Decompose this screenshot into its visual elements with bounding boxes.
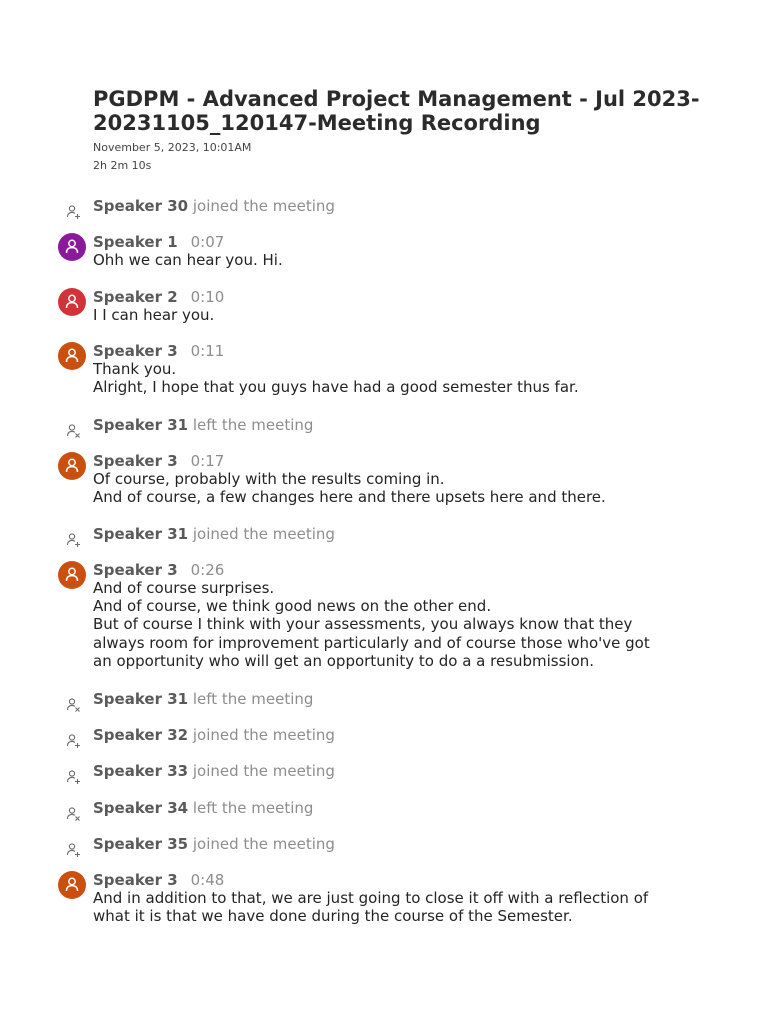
message-line: And of course, we think good news on the other end. bbox=[93, 597, 492, 616]
message-line: Ohh we can hear you. Hi. bbox=[93, 251, 283, 269]
speaker-avatar bbox=[58, 452, 86, 480]
event-text: left the meeting bbox=[192, 690, 314, 708]
event-text: left the meeting bbox=[192, 799, 314, 817]
event-text: joined the meeting bbox=[192, 762, 335, 780]
message-line: what it is that we have done during the course of the Semester. bbox=[93, 907, 573, 926]
person-glyph bbox=[65, 877, 79, 892]
message-line: Of course, probably with the results coming in. bbox=[93, 470, 445, 488]
message-body bbox=[93, 470, 693, 506]
speaker-name: Speaker 30 bbox=[93, 197, 189, 215]
event-text: joined the meeting bbox=[192, 197, 335, 215]
message-body bbox=[93, 360, 693, 396]
speaker-name: Speaker 3 bbox=[93, 561, 178, 579]
person-glyph bbox=[65, 239, 79, 254]
speaker-avatar bbox=[58, 288, 86, 316]
page-title: PGDPM - Advanced Project Management - Jul 2023-20231105_120147-Meeting Recording bbox=[93, 87, 700, 135]
speaker-name: Speaker 31 bbox=[93, 416, 189, 434]
system-event-text bbox=[93, 799, 313, 817]
message-body bbox=[93, 889, 693, 925]
message-header bbox=[93, 342, 224, 360]
speaker-avatar bbox=[58, 342, 86, 370]
event-text: joined the meeting bbox=[192, 726, 335, 744]
person-glyph bbox=[65, 567, 79, 582]
message-timestamp: 0:11 bbox=[190, 342, 225, 360]
speaker-avatar bbox=[58, 871, 86, 899]
person-join-icon bbox=[66, 842, 82, 858]
speaker-name: Speaker 3 bbox=[93, 342, 178, 360]
speaker-name: Speaker 1 bbox=[93, 233, 178, 251]
system-event-text bbox=[93, 835, 335, 853]
message-timestamp: 0:17 bbox=[190, 452, 225, 470]
message-body bbox=[93, 579, 693, 670]
meeting-duration: 2h 2m 10s bbox=[93, 159, 152, 172]
message-header bbox=[93, 561, 224, 579]
message-timestamp: 0:07 bbox=[190, 233, 225, 251]
message-line: always room for improvement particularly and of course those who've got bbox=[93, 633, 650, 652]
speaker-name: Speaker 35 bbox=[93, 835, 189, 853]
message-line: Alright, I hope that you guys have had a good semester thus far. bbox=[93, 378, 579, 397]
person-glyph bbox=[65, 348, 79, 363]
person-join-icon bbox=[66, 204, 82, 220]
message-timestamp: 0:48 bbox=[190, 871, 225, 889]
speaker-name: Speaker 3 bbox=[93, 871, 178, 889]
person-leave-icon bbox=[66, 806, 82, 822]
message-line: And of course, a few changes here and there upsets here and there. bbox=[93, 488, 606, 507]
speaker-name: Speaker 34 bbox=[93, 799, 189, 817]
event-text: joined the meeting bbox=[192, 525, 335, 543]
system-event-text bbox=[93, 762, 335, 780]
message-header bbox=[93, 288, 224, 306]
person-leave-icon bbox=[66, 423, 82, 439]
message-body bbox=[93, 306, 693, 324]
person-glyph bbox=[65, 458, 79, 473]
message-line: an opportunity who will get an opportunity to do a a resubmission. bbox=[93, 651, 595, 670]
message-line: Thank you. bbox=[93, 360, 177, 378]
person-join-icon bbox=[66, 733, 82, 749]
event-text: left the meeting bbox=[192, 416, 314, 434]
message-body bbox=[93, 251, 693, 269]
message-timestamp: 0:10 bbox=[190, 288, 225, 306]
system-event-text bbox=[93, 690, 313, 708]
speaker-avatar bbox=[58, 561, 86, 589]
message-line: And of course surprises. bbox=[93, 579, 275, 597]
message-header bbox=[93, 233, 224, 251]
person-leave-icon bbox=[66, 697, 82, 713]
speaker-name: Speaker 3 bbox=[93, 452, 178, 470]
speaker-name: Speaker 31 bbox=[93, 690, 189, 708]
system-event-text bbox=[93, 197, 335, 215]
event-text: joined the meeting bbox=[192, 835, 335, 853]
person-join-icon bbox=[66, 532, 82, 548]
message-line: And in addition to that, we are just going to close it off with a reflection of bbox=[93, 889, 649, 907]
speaker-name: Speaker 2 bbox=[93, 288, 178, 306]
message-line: I I can hear you. bbox=[93, 306, 215, 324]
message-line: But of course I think with your assessments, you always know that they bbox=[93, 615, 633, 634]
message-header bbox=[93, 871, 224, 889]
meeting-date: November 5, 2023, 10:01AM bbox=[93, 141, 252, 154]
speaker-name: Speaker 33 bbox=[93, 762, 189, 780]
message-header bbox=[93, 452, 224, 470]
message-timestamp: 0:26 bbox=[190, 561, 225, 579]
person-glyph bbox=[65, 294, 79, 309]
system-event-text bbox=[93, 416, 313, 434]
system-event-text bbox=[93, 525, 335, 543]
system-event-text bbox=[93, 726, 335, 744]
person-join-icon bbox=[66, 769, 82, 785]
speaker-name: Speaker 32 bbox=[93, 726, 189, 744]
speaker-name: Speaker 31 bbox=[93, 525, 189, 543]
speaker-avatar bbox=[58, 233, 86, 261]
